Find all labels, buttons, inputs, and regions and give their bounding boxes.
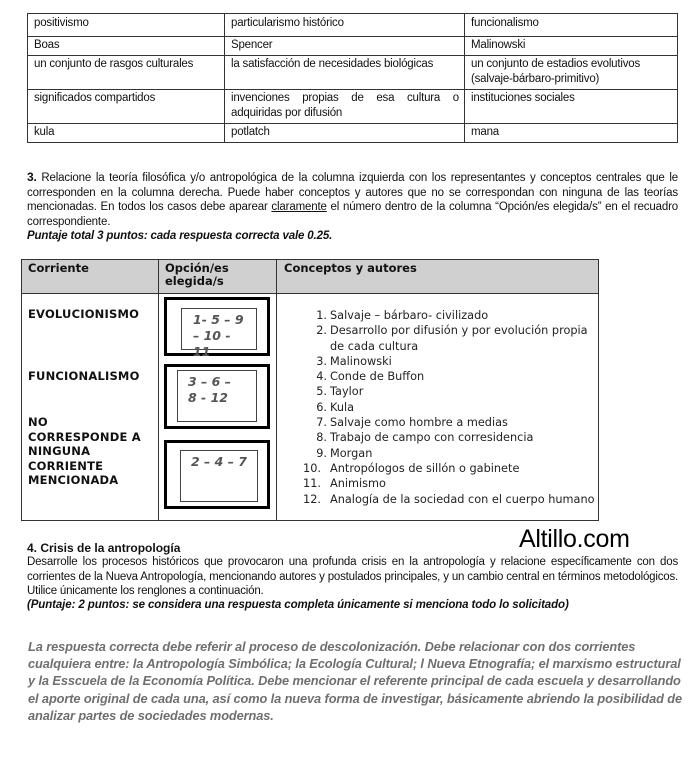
answer-text: La respuesta correcta debe referir al proceso de descolonización. Debe relacionar con dos corrientes cualquiera entre: la Antropología Simbólica; la Ecología Cultural; l Nueva Etnografía; el marxismo estructural y la Esscuela de la Economía Política. Debe mencionar el referente principal de cada escuela y desarrollando el aporte original de cada una, así como la nueva forma de investigar, básicamente abriendo la posibilidad de analizar partes de sociedades modernas. xyxy=(28,639,683,723)
table-row xyxy=(28,14,678,37)
current-none-line: NO xyxy=(28,415,48,429)
current-funcionalismo: FUNCIONALISMO xyxy=(28,369,140,383)
answer-line: 8 - 12 xyxy=(188,390,228,405)
answer-line: 1- 5 – 9 xyxy=(193,312,244,327)
list-item: 8. Trabajo de campo con corresidencia xyxy=(316,431,534,445)
question-4-text: Desarrolle los procesos históricos que provocaron una profunda crisis en la antropología y relacione específicamente con dos corrientes de la Nueva Antropología, mencionando autores y postulados principales, y un cambio central en términos metodológicos. Utilice únicamente los renglones a continuación. xyxy=(27,556,678,597)
question-3 xyxy=(27,170,678,244)
current-none-line: CORRIENTE xyxy=(28,458,104,473)
answer-field[interactable] xyxy=(180,450,258,502)
table-row xyxy=(28,56,678,90)
header-corriente: Corriente xyxy=(28,261,89,275)
table-cell: positivismo xyxy=(28,14,225,37)
list-item: 4. Conde de Buffon xyxy=(316,370,425,384)
question-4-title: 4. Crisis de la antropología xyxy=(27,541,181,555)
table-cell: un conjunto de estadios evolutivos (salvaje-bárbaro-primitivo) xyxy=(465,56,678,90)
table-cell: Malinowski xyxy=(465,37,678,56)
column-divider xyxy=(158,260,159,520)
current-none-line: NINGUNA xyxy=(28,444,91,458)
table-cell: un conjunto de rasgos culturales xyxy=(28,56,225,90)
table-cell: la satisfacción de necesidades biológicas xyxy=(225,56,465,90)
question-number: 3. xyxy=(27,170,37,184)
current-none-line: MENCIONADA xyxy=(28,473,119,487)
table-row xyxy=(28,37,678,56)
answer-line: 2 – 4 – 7 xyxy=(191,454,247,469)
question-text: Relacione la teoría filosófica y/o antropológica de la columna izquierda con los representantes y conceptos centrales que le corresponden en la columna derecha. Puede haber conceptos y autores que no se correspondan con ninguna de las teorías mencionadas. En todos los casos debe aparear xyxy=(27,172,678,213)
question-4-score: (Puntaje: 2 puntos: se considera una respuesta completa únicamente si menciona todo lo solicitado) xyxy=(27,599,569,611)
answer-line: 3 – 6 – xyxy=(188,374,231,389)
table-cell: invenciones propias de esa cultura o adquiridas por difusión xyxy=(225,90,465,124)
table-cell: particularismo histórico xyxy=(225,14,465,37)
table-cell: significados compartidos xyxy=(28,90,225,124)
list-item: 11. Animismo xyxy=(303,477,386,491)
question-text: el número dentro de la columna “Opción/es elegida/s” en el recuadro correspondiente. xyxy=(27,201,678,228)
table-cell: potlatch xyxy=(225,124,465,143)
answer-line: – 10 - 11 xyxy=(193,328,231,359)
table-cell: Boas xyxy=(28,37,225,56)
list-item: 5. Taylor xyxy=(316,385,364,399)
matching-table xyxy=(21,259,599,521)
header-conceptos: Conceptos y autores xyxy=(284,261,417,275)
current-none xyxy=(28,415,141,488)
answer-box-evolucionismo[interactable] xyxy=(164,297,270,359)
table-row xyxy=(28,124,678,143)
header-opciones: Opción/es elegida/s xyxy=(165,261,229,288)
list-item: 3. Malinowski xyxy=(316,354,392,368)
theories-table xyxy=(27,13,678,143)
underlined-word: claramente xyxy=(271,201,327,213)
answer-box-funcionalismo[interactable] xyxy=(164,364,270,429)
table-cell: mana xyxy=(465,124,678,143)
list-item: 1. Salvaje – bárbaro- civilizado xyxy=(316,309,489,322)
current-evolucionismo: EVOLUCIONISMO xyxy=(28,307,140,321)
table-cell: Spencer xyxy=(225,37,465,56)
table-cell: instituciones sociales xyxy=(465,90,678,124)
list-item: 7. Salvaje como hombre a medias xyxy=(316,416,508,430)
answer-field[interactable] xyxy=(177,370,257,422)
concepts-list xyxy=(303,308,605,507)
table-row xyxy=(28,90,678,124)
watermark: Altillo.com xyxy=(519,525,630,553)
table-cell: funcionalismo xyxy=(465,14,678,37)
list-item: 2. Desarrollo por difusión y por evolución propia de cada cultura xyxy=(316,324,588,353)
column-divider xyxy=(276,260,277,520)
current-none-line: CORRESPONDE A xyxy=(28,429,141,444)
list-item: 12. Analogía de la sociedad con el cuerpo humano xyxy=(303,492,595,506)
answer-field[interactable] xyxy=(181,308,257,359)
question-score: Puntaje total 3 puntos: cada respuesta correcta vale 0.25. xyxy=(27,230,333,242)
answer-box-none[interactable] xyxy=(164,440,270,509)
table-cell: kula xyxy=(28,124,225,143)
list-item: 6. Kula xyxy=(316,400,355,414)
list-item: 10. Antropólogos de sillón o gabinete xyxy=(303,461,520,475)
list-item: 9. Morgan xyxy=(316,446,373,460)
